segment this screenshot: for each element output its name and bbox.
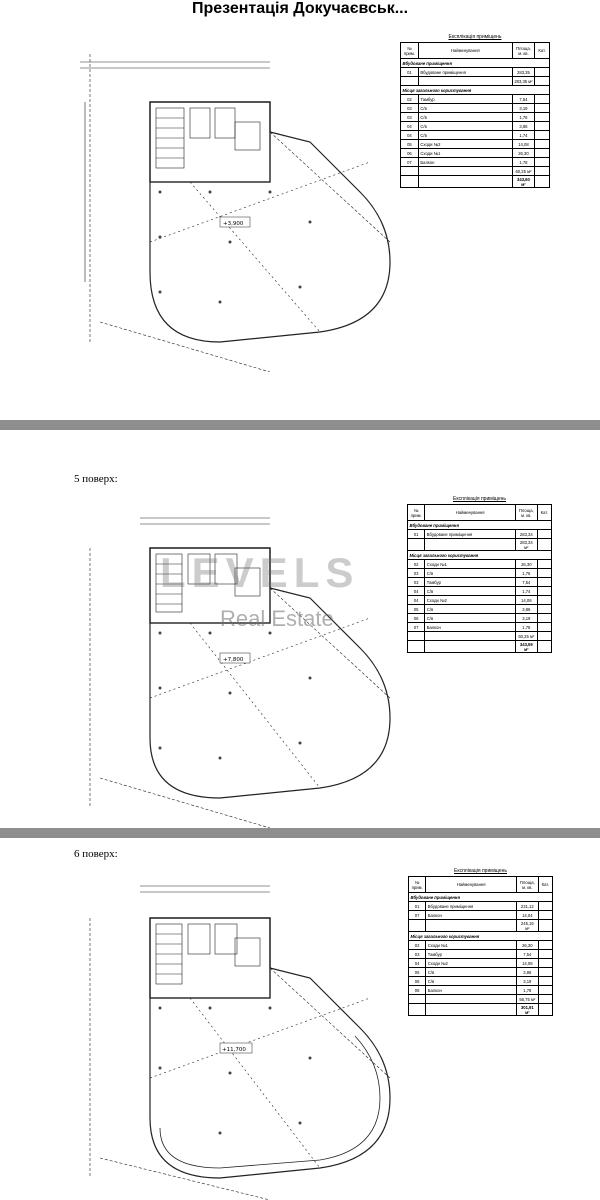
- table-row: 05 Сходи №2 14,08: [401, 140, 550, 149]
- col-area: Площа, м. кв.: [517, 877, 539, 893]
- section-total: 283,35 м²: [512, 77, 534, 86]
- watermark-logo: LEVELS: [160, 549, 360, 596]
- legend-title: Експлікація приміщень: [448, 34, 502, 40]
- table-row: 07 Балкон 14,04: [409, 911, 553, 920]
- col-name: Найменування: [426, 877, 517, 893]
- app-title: Презентація Докучаєвськ...: [191, 0, 409, 17]
- table-row: 03 Тамбур 7,54: [408, 578, 552, 587]
- col-cat: Кат.: [538, 877, 552, 893]
- table-row: 01 Вбудоване приміщення 283,35: [401, 68, 550, 77]
- table-row: 04 С/в 3,86: [401, 122, 550, 131]
- table-row: 07 Балкон 1,78: [401, 158, 550, 167]
- table-row: 06 Сходи №1 26,30: [401, 149, 550, 158]
- grand-total: 301,91 м²: [517, 1004, 539, 1016]
- col-no: № прим.: [408, 505, 425, 521]
- plan-page-1: [0, 22, 600, 420]
- app-title-bar: [0, 0, 600, 22]
- table-row: 02 Сходи №1 26,30: [409, 941, 553, 950]
- col-cat: Кат.: [537, 505, 551, 521]
- floor-elevation: +3,900: [223, 221, 244, 227]
- section-title: Вбудоване приміщення: [401, 59, 550, 68]
- floor-elevation: +7,800: [223, 657, 244, 663]
- table-row: 02 Сходи №1 26,30: [408, 560, 552, 569]
- table-row: 07 Балкон 1,78: [408, 623, 552, 632]
- section-title: Вбудоване приміщення: [409, 893, 553, 902]
- legend-title: Експлікація приміщень: [454, 868, 507, 874]
- watermark-text: Real Estate: [220, 606, 334, 631]
- col-area: Площа, м. кв.: [512, 43, 534, 59]
- table-row: 06 С/в 3,19: [408, 614, 552, 623]
- col-cat: Кат.: [535, 43, 550, 59]
- section-title: Місця загального користування: [401, 86, 550, 95]
- section-total: 60,25 м²: [512, 167, 534, 176]
- watermark: [160, 548, 400, 648]
- grand-total: 343,60 м²: [512, 176, 534, 188]
- section-total: 56,75 м²: [517, 995, 539, 1004]
- table-row: 03 Тамбур 7,54: [409, 950, 553, 959]
- floor-elevation: +11,700: [222, 1047, 246, 1053]
- floor-plan-drawing: [70, 878, 410, 1200]
- table-row: 02 Тамбур 7,54: [401, 95, 550, 104]
- col-no: № прим.: [401, 43, 419, 59]
- plan-page-3: [0, 838, 600, 1200]
- col-area: Площа, м. кв.: [516, 505, 538, 521]
- floor-label: 5 поверх:: [74, 473, 118, 485]
- table-row: 05 С/в 3,86: [408, 605, 552, 614]
- room-legend: [407, 496, 552, 653]
- section-title: Місця загального користування: [408, 551, 552, 560]
- table-row: 01 Вбудоване приміщення 283,34: [408, 530, 552, 539]
- table-row: 06 С/в 3,19: [409, 977, 553, 986]
- grand-total: 343,59 м²: [516, 641, 538, 653]
- table-row: 05 С/в 3,86: [409, 968, 553, 977]
- table-row: 01 Вбудоване приміщення 231,12: [409, 902, 553, 911]
- section-title: Вбудоване приміщення: [408, 521, 552, 530]
- table-row: 03 С/в 1,76: [408, 569, 552, 578]
- floor-label: 6 поверх:: [74, 848, 118, 860]
- table-row: 08 Балкон 1,78: [409, 986, 553, 995]
- room-legend: [400, 34, 550, 188]
- section-total: 245,16 м²: [517, 920, 539, 932]
- section-total: 60,25 м²: [516, 632, 538, 641]
- table-row: 04 С/в 1,74: [408, 587, 552, 596]
- table-row: 04 Сходи №2 14,08: [408, 596, 552, 605]
- col-name: Найменування: [425, 505, 516, 521]
- table-row: 03 С/в 1,76: [401, 113, 550, 122]
- section-total: 283,34 м²: [516, 539, 538, 551]
- col-no: № прим.: [409, 877, 426, 893]
- floor-plan-drawing: [70, 42, 410, 372]
- col-name: Найменування: [418, 43, 512, 59]
- section-title: Місця загального користування: [409, 932, 553, 941]
- table-row: 04 Сходи №2 14,08: [409, 959, 553, 968]
- legend-title: Експлікація приміщень: [453, 496, 506, 502]
- room-legend: [408, 868, 553, 1016]
- table-row: 03 С/в 3,19: [401, 104, 550, 113]
- table-row: 04 С/в 1,74: [401, 131, 550, 140]
